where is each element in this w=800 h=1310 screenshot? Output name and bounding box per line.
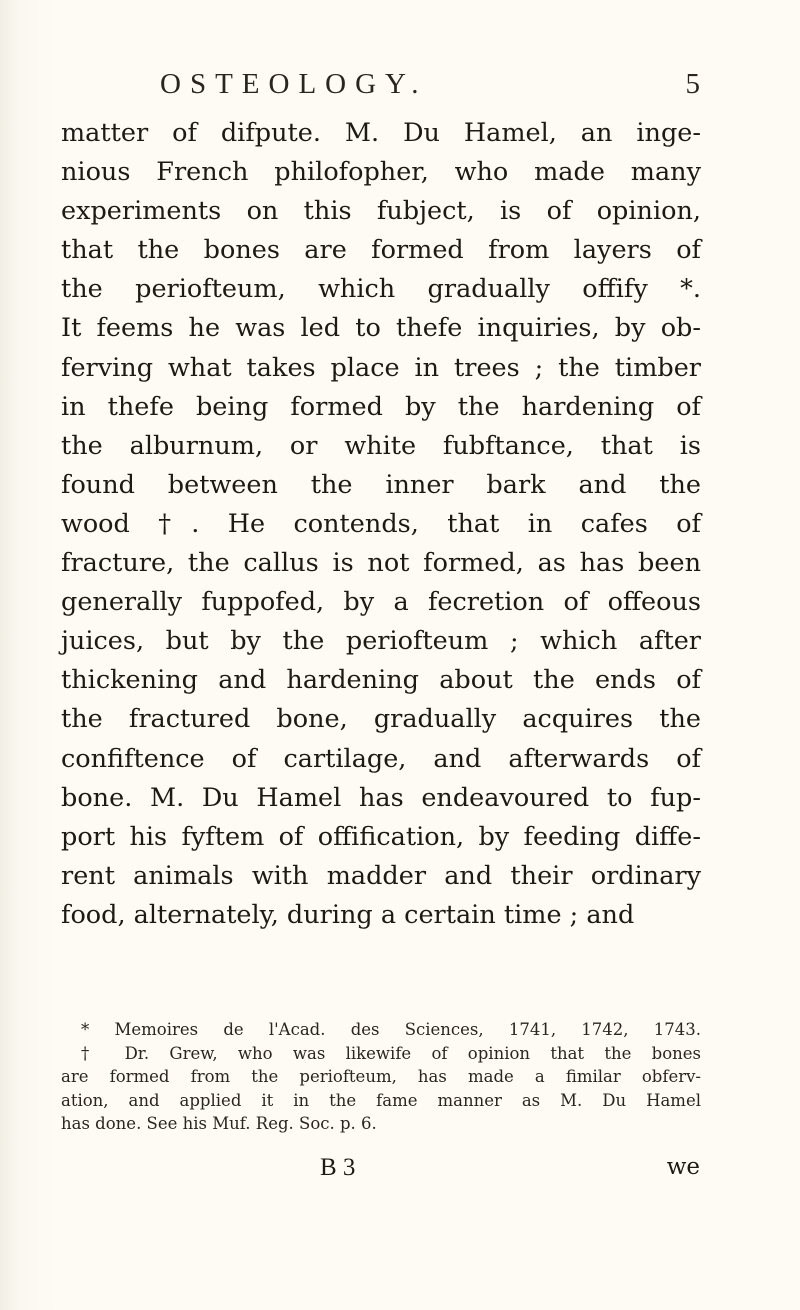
- text-line: juices, but by the periofteum ; which after: [61, 626, 701, 657]
- text-line: thickening and hardening about the ends of: [61, 665, 701, 696]
- footnote-line: ation, and applied it in the fame manner as M. Du Hamel: [61, 1090, 701, 1110]
- text-line: ferving what takes place in trees ; the timber: [61, 352, 701, 383]
- text-line: nious French philofopher, who made many: [61, 157, 701, 188]
- footnote-line: are formed from the periofteum, has made a fimilar obferv-: [61, 1067, 701, 1086]
- page-header: [60, 68, 700, 108]
- text-line: fracture, the callus is not formed, as has been: [61, 548, 701, 579]
- signature-mark: B 3: [320, 1154, 356, 1181]
- footnote-line: has done. See his Muf. Reg. Soc. p. 6.: [61, 1114, 377, 1133]
- text-line: in thefe being formed by the hardening of: [61, 391, 701, 422]
- text-line: the periofteum, which gradually offify *.: [61, 274, 701, 305]
- page-footer: [60, 1154, 700, 1184]
- body-text: [61, 114, 701, 935]
- text-line: food, alternately, during a certain time ; and: [61, 899, 635, 930]
- text-line: confiftence of cartilage, and afterwards of: [61, 743, 701, 774]
- text-line: generally fuppofed, by a fecretion of offeous: [61, 587, 701, 618]
- text-line: wood †. He contends, that in cafes of: [61, 508, 701, 539]
- text-line: bone. M. Du Hamel has endeavoured to fup-: [61, 782, 701, 813]
- text-line: It feems he was led to thefe inquiries, by ob-: [61, 313, 701, 344]
- footnote-line: * Memoires de l'Acad. des Sciences, 1741, 1742, 1743.: [81, 1020, 701, 1039]
- page-number: 5: [685, 68, 700, 100]
- catchword: we: [666, 1154, 700, 1180]
- text-line: that the bones are formed from layers of: [61, 235, 701, 266]
- footnote-line: † Dr. Grew, who was likewife of opinion that the bones: [81, 1043, 701, 1063]
- text-line: the alburnum, or white fubftance, that is: [61, 430, 701, 461]
- running-title: OSTEOLOGY.: [160, 68, 428, 100]
- text-line: rent animals with madder and their ordinary: [61, 860, 701, 891]
- footnotes: [61, 1018, 701, 1136]
- text-line: port his fyftem of offification, by feeding diffe-: [61, 821, 701, 852]
- text-line: matter of difpute. M. Du Hamel, an inge-: [61, 118, 701, 148]
- text-line: found between the inner bark and the: [61, 469, 701, 500]
- text-line: the fractured bone, gradually acquires the: [61, 704, 701, 735]
- text-line: experiments on this fubject, is of opinion,: [61, 196, 701, 227]
